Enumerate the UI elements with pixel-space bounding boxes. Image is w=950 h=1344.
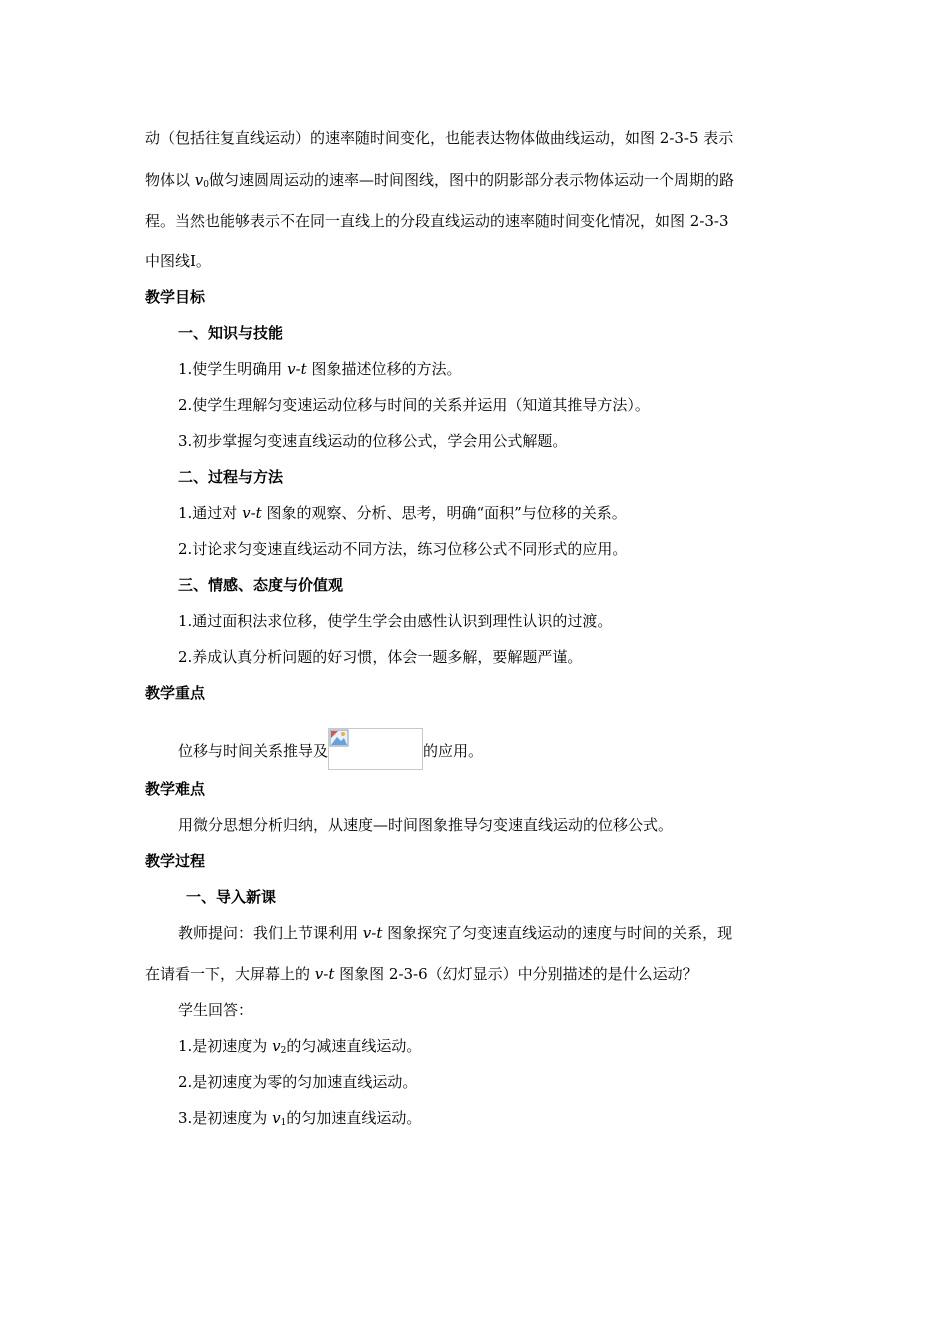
goals-s1-item-1-a: 1.使学生明确用 bbox=[178, 360, 288, 378]
key-text-b: 的应用。 bbox=[423, 742, 484, 760]
intro-line-4: 中图线Ⅰ。 bbox=[145, 252, 211, 270]
process-question-1-a: 教师提问：我们上节课利用 bbox=[178, 924, 363, 942]
difficulty-heading: 教学难点 bbox=[145, 780, 206, 798]
intro-line-2 bbox=[145, 170, 734, 195]
answer-3-a: 3.是初速度为 bbox=[178, 1109, 273, 1127]
process-question-2 bbox=[145, 964, 698, 984]
vt-symbol: v-t bbox=[314, 965, 335, 983]
process-question-1 bbox=[178, 923, 732, 943]
process-question-2-a: 在请看一下，大屏幕上的 bbox=[145, 965, 315, 983]
goals-s1-item-2: 2.使学生理解匀变速运动位移与时间的关系并运用（知道其推导方法）。 bbox=[178, 396, 650, 414]
process-heading: 教学过程 bbox=[145, 852, 206, 870]
answer-label: 学生回答： bbox=[178, 1001, 254, 1019]
vt-symbol: v-t bbox=[242, 504, 262, 522]
intro-line-2-b: 做匀速圆周运动的速率—时间图线，图中的阴影部分表示物体运动一个周期的路 bbox=[209, 171, 735, 189]
goals-s2-item-1-a: 1.通过对 bbox=[178, 504, 243, 522]
goals-s3-item-2: 2.养成认真分析问题的好习惯，体会一题多解，要解题严谨。 bbox=[178, 648, 583, 666]
goals-s3-item-1: 1.通过面积法求位移，使学生学会由感性认识到理性认识的过渡。 bbox=[178, 612, 613, 630]
process-question-2-b: 图象图 2-3-6（幻灯显示）中分别描述的是什么运动？ bbox=[334, 965, 698, 983]
goals-heading: 教学目标 bbox=[145, 288, 206, 306]
intro-line-2-a: 物体以 bbox=[145, 171, 195, 189]
v-subscript: 0 bbox=[203, 180, 209, 190]
v-symbol: v bbox=[272, 1037, 281, 1055]
goals-s3-heading: 三、情感、态度与价值观 bbox=[178, 576, 344, 594]
process-s1-heading: 一、导入新课 bbox=[186, 888, 277, 906]
goals-s2-item-1 bbox=[178, 503, 627, 523]
goals-s2-item-1-b: 图象的观察、分析、思考，明确“面积”与位移的关系。 bbox=[261, 504, 627, 522]
goals-s1-item-1-b: 图象描述位移的方法。 bbox=[306, 360, 462, 378]
key-text-a: 位移与时间关系推导及 bbox=[178, 742, 329, 760]
answer-3 bbox=[178, 1108, 421, 1133]
goals-s2-heading: 二、过程与方法 bbox=[178, 468, 284, 486]
answer-2: 2.是初速度为零的匀加速直线运动。 bbox=[178, 1073, 418, 1091]
answer-1-a: 1.是初速度为 bbox=[178, 1037, 273, 1055]
vt-symbol: v-t bbox=[362, 924, 383, 942]
intro-line-1: 动（包括往复直线运动）的速率随时间变化，也能表达物体做曲线运动，如图 2-3-5 表示 bbox=[145, 129, 734, 147]
v-subscript: 2 bbox=[280, 1046, 287, 1056]
vt-symbol: v-t bbox=[287, 360, 307, 378]
v-symbol: v bbox=[272, 1109, 281, 1127]
intro-line-3: 程。当然也能够表示不在同一直线上的分段直线运动的速率随时间变化情况，如图 2-3-3 bbox=[145, 212, 729, 230]
key-heading: 教学重点 bbox=[145, 684, 206, 702]
process-question-1-b: 图象探究了匀变速直线运动的速度与时间的关系，现 bbox=[382, 924, 733, 942]
formula-image-placeholder bbox=[328, 728, 423, 770]
difficulty-text: 用微分思想分析归纳，从速度—时间图象推导匀变速直线运动的位移公式。 bbox=[178, 816, 674, 834]
v-symbol: v bbox=[194, 171, 204, 189]
v-subscript: 1 bbox=[280, 1118, 287, 1128]
goals-s1-heading: 一、知识与技能 bbox=[178, 324, 284, 342]
answer-1 bbox=[178, 1036, 421, 1061]
answer-3-b: 的匀加速直线运动。 bbox=[286, 1109, 422, 1127]
goals-s1-item-3: 3.初步掌握匀变速直线运动的位移公式，学会用公式解题。 bbox=[178, 432, 568, 450]
key-text bbox=[178, 728, 483, 770]
broken-image-icon bbox=[329, 729, 349, 747]
answer-1-b: 的匀减速直线运动。 bbox=[286, 1037, 422, 1055]
goals-s1-item-1 bbox=[178, 359, 461, 379]
goals-s2-item-2: 2.讨论求匀变速直线运动不同方法，练习位移公式不同形式的应用。 bbox=[178, 540, 628, 558]
